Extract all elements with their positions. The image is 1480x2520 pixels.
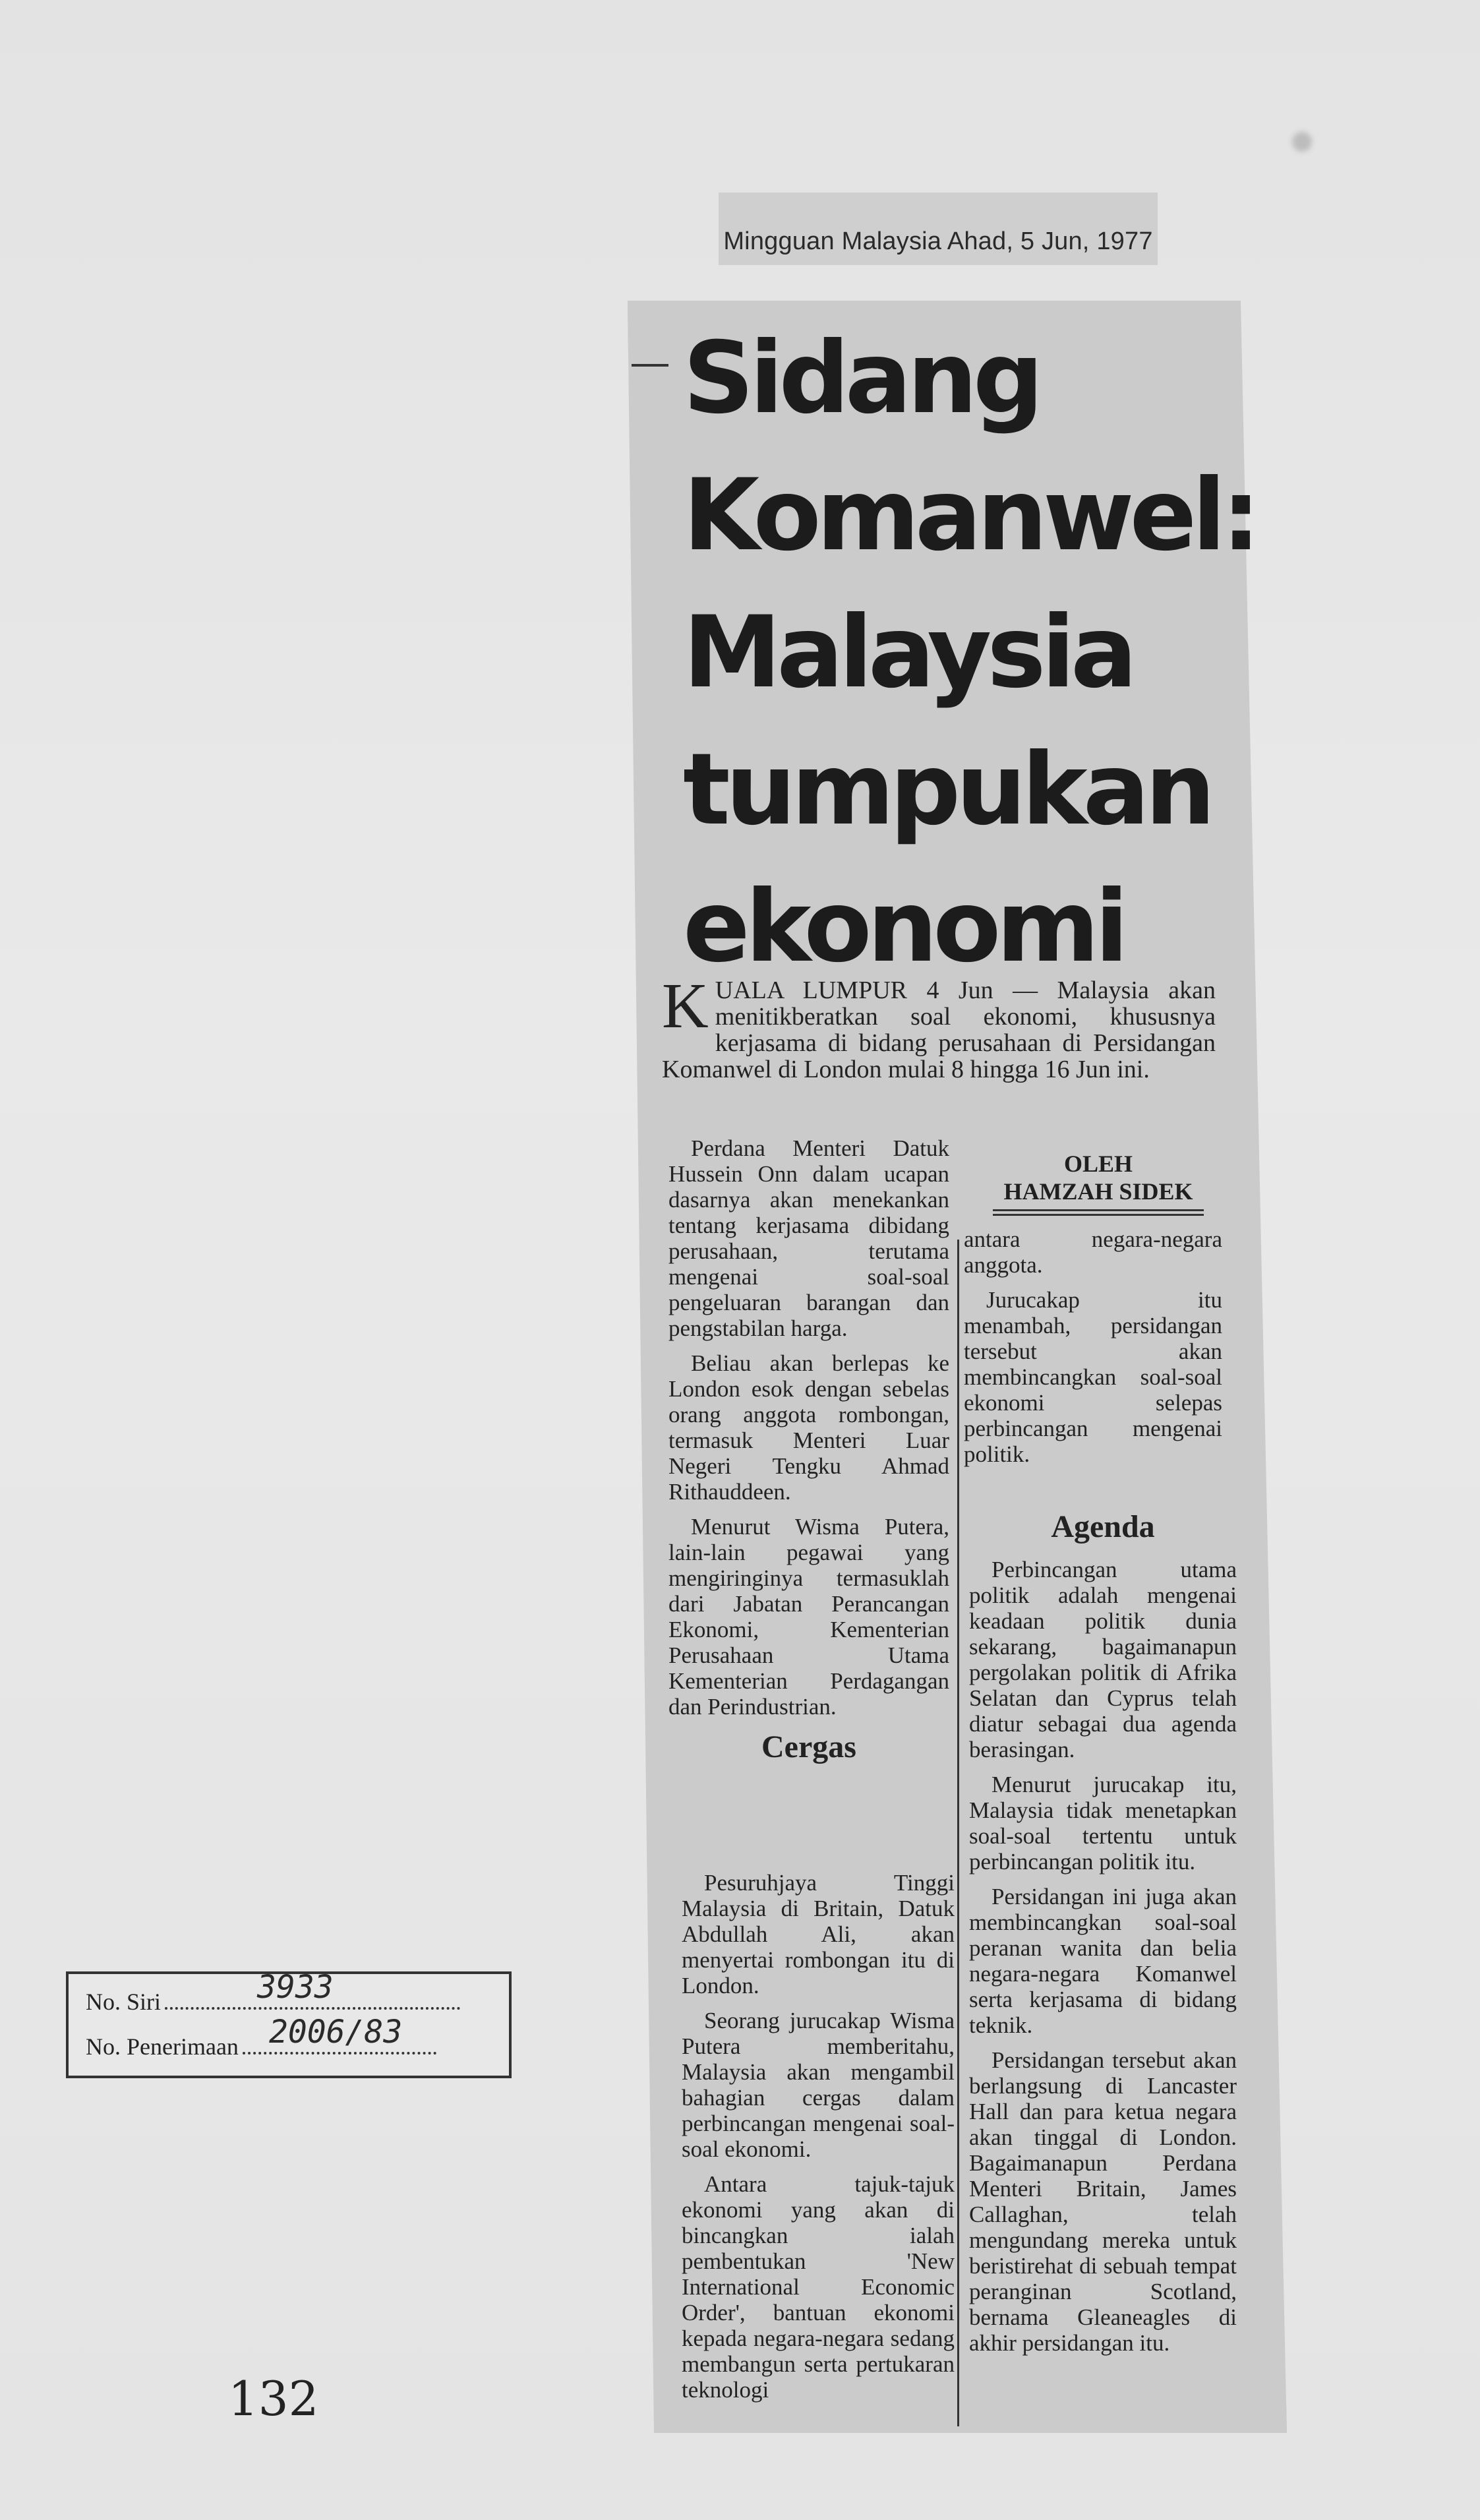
stamp-siri-field [165,1969,460,2010]
paragraph: Perdana Menteri Datuk Hussein Onn dalam ucapan dasarnya akan menekankan tentang kerjasama dibidang perusahaan, terutama mengenai soal-soal pengeluaran barangan dan pengstabilan harga. [668,1135,949,1341]
article-column-right [964,1226,1222,1476]
lead-text: UALA LUMPUR 4 Jun — Malaysia akan menitikberatkan soal ekonomi, khususnya kerjasama di bidang perusahaan di Persidangan Komanwel di London mulai 8 hingga 16 Jun ini. [662,976,1216,1083]
paragraph: Menurut jurucakap itu, Malaysia tidak menetapkan soal-soal tertentu untuk perbincangan politik itu. [969,1772,1237,1875]
masthead-text: Mingguan Malaysia Ahad, 5 Jun, 1977 [723,227,1153,255]
stamp-penerimaan-value: 2006/83 [268,2014,403,2051]
headline-line: ekonomi [683,870,1125,984]
article-byline [973,1150,1224,1216]
byline-rule [993,1209,1204,1216]
paragraph: Pesuruhjaya Tinggi Malaysia di Britain, Datuk Abdullah Ali, akan menyertai rombongan itu di London. [682,1870,955,1998]
stamp-siri-row [86,1969,460,2016]
headline-line: Sidang [683,321,1040,436]
subheading-cergas: Cergas [761,1729,856,1764]
paragraph: Antara tajuk-tajuk ekonomi yang akan di bincangkan ialah pembentukan 'New International Economic Order', bantuan ekonomi kepada negara-negara sedang membangun serta pertukaran teknologi [682,2171,955,2403]
paragraph: Seorang jurucakap Wisma Putera memberitahu, Malaysia akan mengambil bahagian cergas dalam perbincangan mengenai soal-soal ekonomi. [682,2008,955,2162]
drop-cap: K [662,971,709,1042]
stamp-siri-value: 3933 [257,1969,334,2006]
paragraph: Menurut Wisma Putera, lain-lain pegawai yang mengiringinya termasuklah dari Jabatan Perancangan Ekonomi, Kementerian Perusahaan Utama Kementerian Perdagangan dan Perindustrian. [668,1514,949,1720]
stamp-penerimaan-label: No. Penerimaan [86,2033,239,2060]
subheading-agenda: Agenda [1051,1509,1155,1544]
article-column-right-lower [969,1509,1237,2365]
paragraph: Jurucakap itu menambah, persidangan tersebut akan membincangkan soal-soal ekonomi selepas perbincangan mengenai politik. [964,1287,1222,1467]
byline-author: HAMZAH SIDEK [1003,1178,1193,1205]
stamp-siri-label: No. Siri [86,1989,162,2015]
column-divider [957,1240,959,2426]
article-column-left-lower [682,1870,955,2412]
archive-stamp [66,1971,512,2078]
paragraph: Persidangan tersebut akan berlangsung di Lancaster Hall dan para ketua negara akan tinggal di London. Bagaimanapun Perdana Menteri Britain, James Callaghan, telah mengundang mereka untuk beristirehat di sebuah tempat peranginan Scotland, bernama Gleaneagles di akhir persidangan itu. [969,2047,1237,2356]
paragraph: Perbincangan utama politik adalah mengenai keadaan politik dunia sekarang, bagaimanapun pergolakan politik di Afrika Selatan dan Cyprus telah diatur sebagai dua agenda berasingan. [969,1557,1237,1762]
clipping-dash-mark [632,364,668,367]
paragraph: Persidangan ini juga akan membincangkan soal-soal peranan wanita dan belia negara-negara Komanwel serta kerjasama di bidang teknik. [969,1884,1237,2038]
newspaper-masthead [719,193,1158,265]
paragraph: Beliau akan berlepas ke London esok dengan sebelas orang anggota rombongan, termasuk Menteri Luar Negeri Tengku Ahmad Rithauddeen. [668,1350,949,1505]
stamp-penerimaan-row [86,2014,436,2060]
scan-speck [1292,132,1312,152]
article-column-left [668,1135,949,1777]
headline-line: tumpukan [683,733,1211,847]
article-lead [662,971,1216,1083]
headline-line: Malaysia [683,595,1133,710]
paragraph: antara negara-negara anggota. [964,1226,1222,1278]
article-headline [683,310,1263,996]
page-number: 132 [228,2371,319,2426]
headline-line: Komanwel: [683,458,1257,573]
stamp-penerimaan-field [243,2014,436,2055]
byline-prefix: OLEH [1063,1151,1133,1177]
